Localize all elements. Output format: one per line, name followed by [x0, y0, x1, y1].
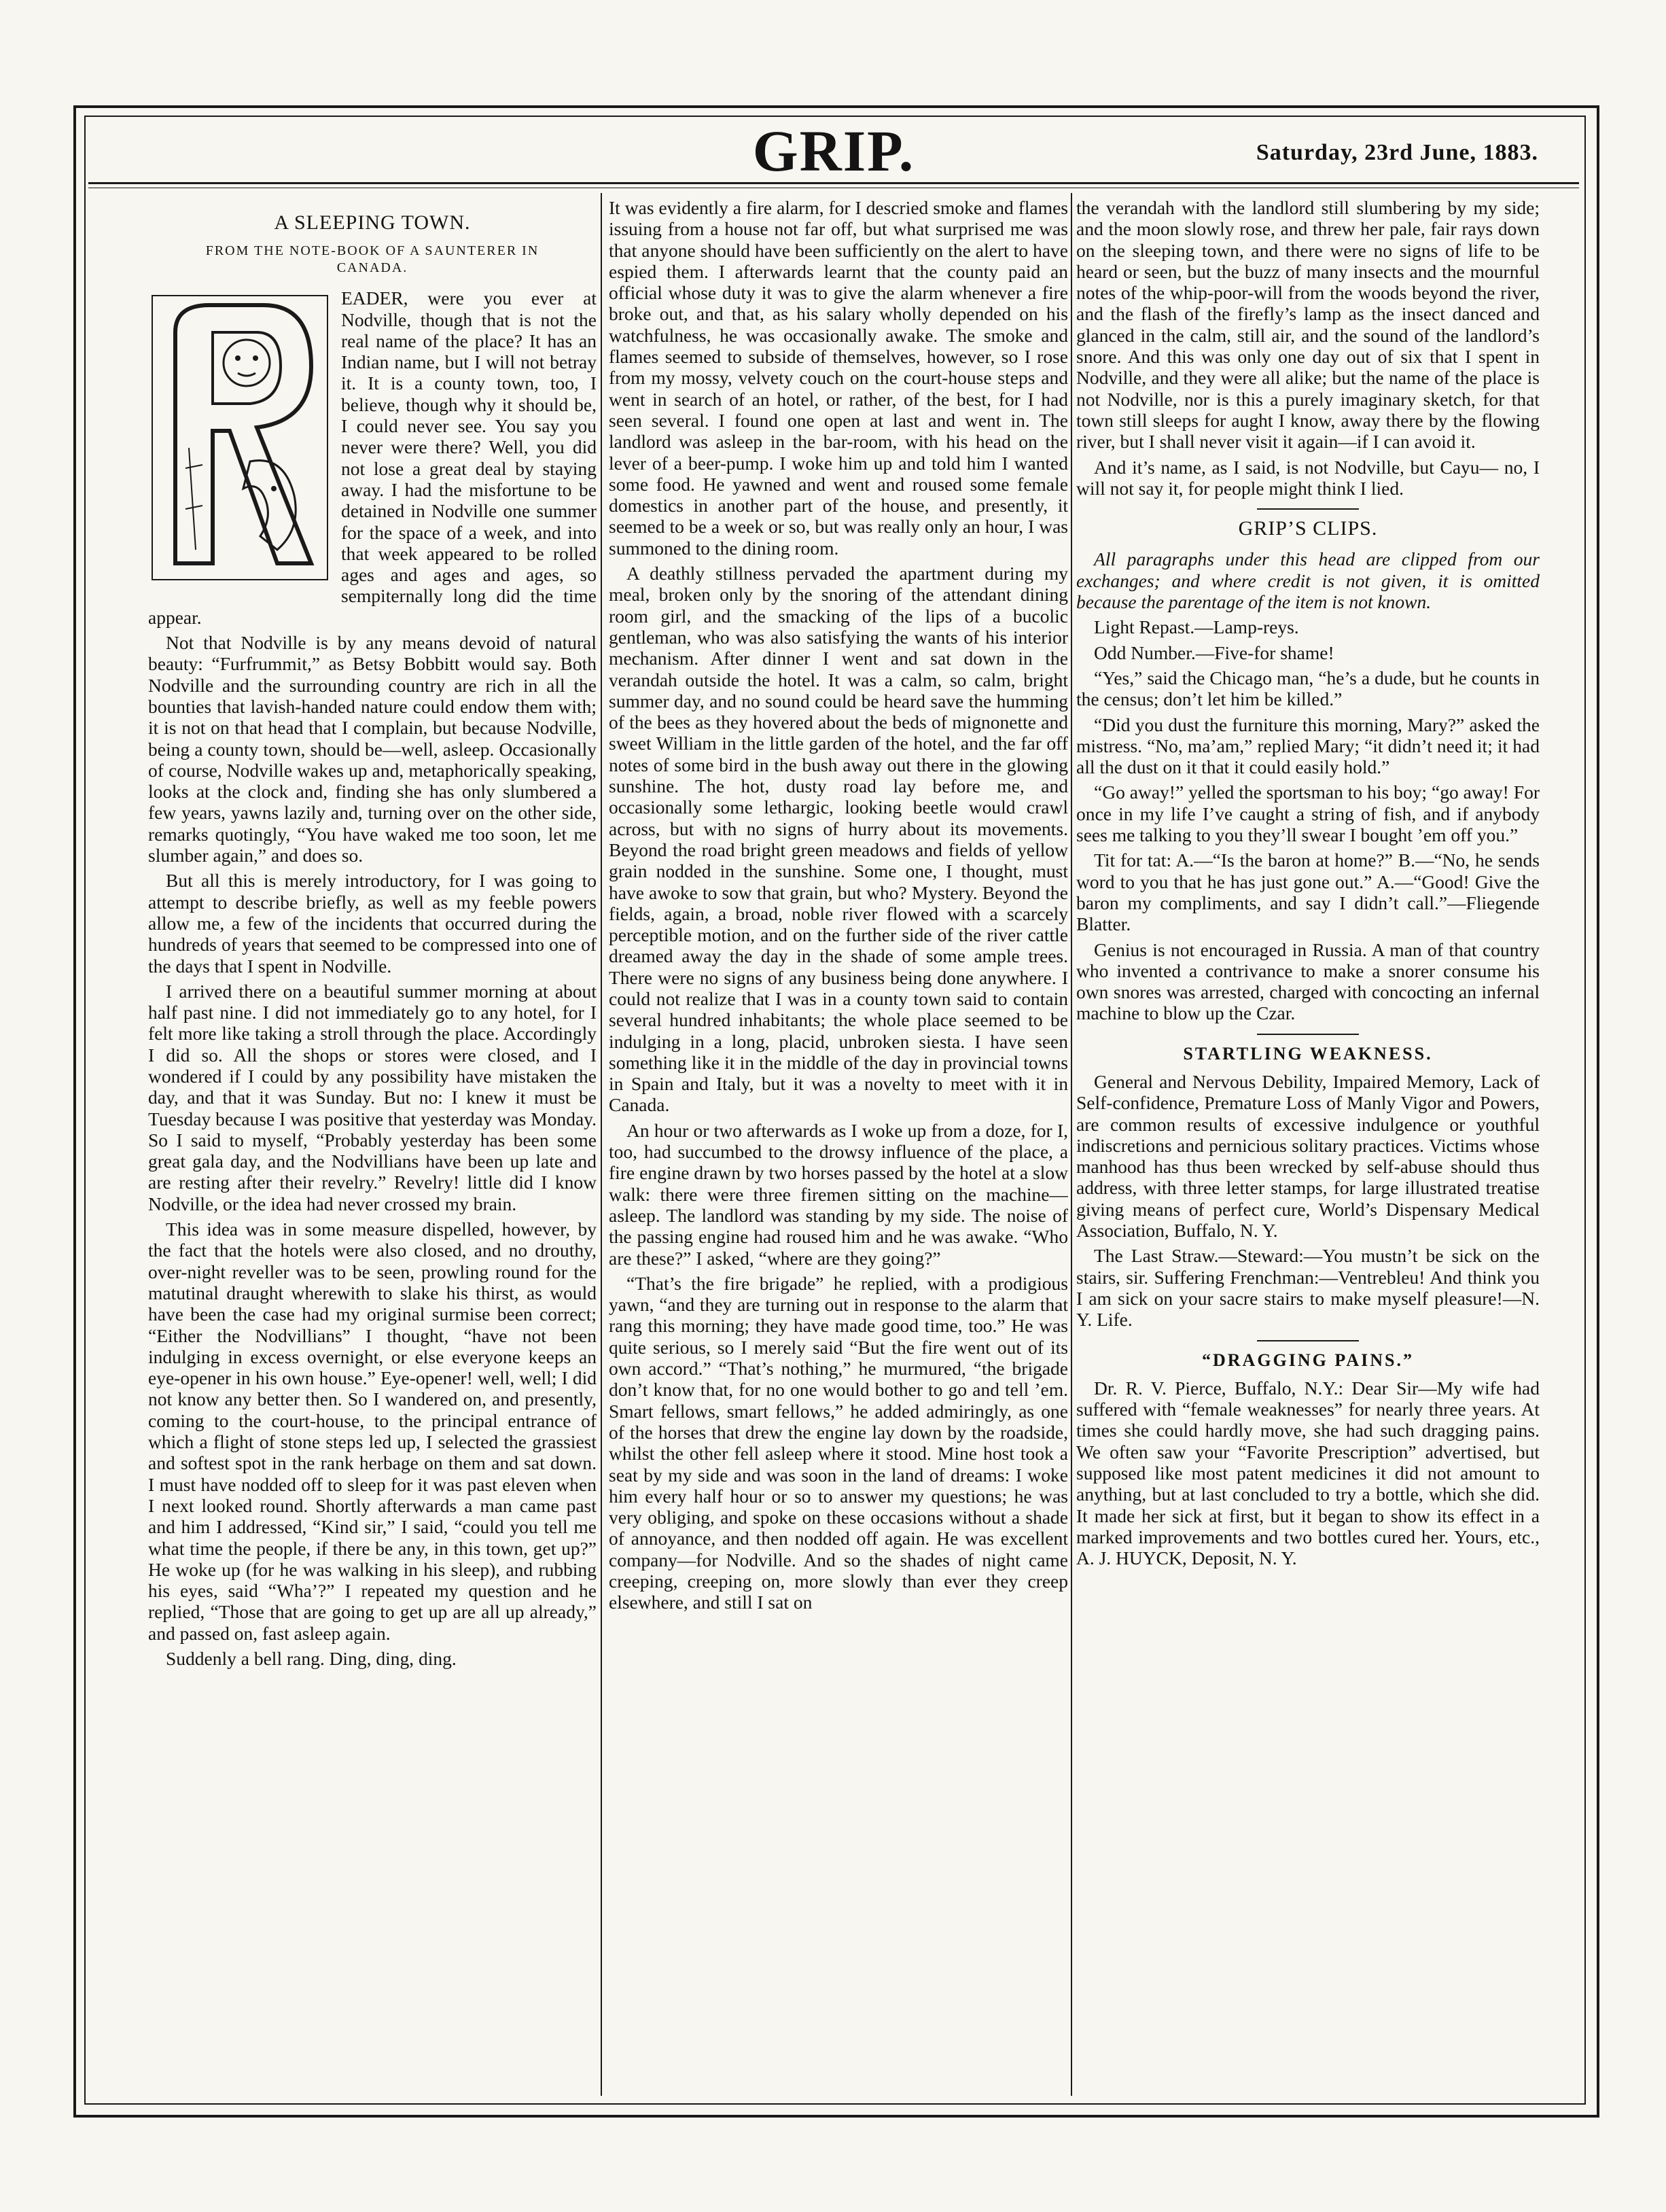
article-paragraph: “That’s the fire brigade” he replied, with a prodigious yawn, “and they are turning out in response to the alarm that rang this morning; they have made good time, too.” He was quite serious, so I merely said “But the fire went out of its own accord.” “That’s nothing,” he murmured, “the brigade don’t know that, for no one would bother to go and tell ’em. Smart fellows, smart fellows,” he added admiringly, as one of the horses that drew the engine lay down by the roadside, whilst the other fell asleep where it stood. Mine host took a seat by my side and was soon in the land of dreams: I woke him every half hour or so to answer my questions; he was very obliging, and spoke on these occasions without a shade of annoyance, and then nodded off again. He was excellent company—for Nodville. And so the shades of night came creeping, creeping on, more slowly than ever they creep elsewhere, and still I sat on — [609, 1272, 1068, 1613]
section-divider — [1257, 1340, 1359, 1341]
column-3 — [1076, 197, 1540, 2086]
masthead-title: GRIP. — [752, 118, 915, 183]
clip-item: Genius is not encouraged in Russia. A man of that country who invented a contrivance to make a snorer consume his own snores was arrested, charged with concocting an infernal machine to blow up the Czar. — [1076, 938, 1540, 1024]
column-1 — [148, 197, 597, 2086]
clip-item: Odd Number.—Five-for shame! — [1094, 642, 1334, 663]
advert-title: “DRAGGING PAINS.” — [1202, 1350, 1414, 1370]
column-rule-2 — [1071, 193, 1072, 2096]
decorative-initial-r-illustration — [148, 292, 332, 584]
article-paragraph: Suddenly a bell rang. Ding, ding, ding. — [166, 1648, 457, 1669]
article-title: A SLEEPING TOWN. — [274, 211, 471, 234]
clip-item: “Yes,” said the Chicago man, “he’s a dude, but he counts in the census; don’t let him be killed.” — [1076, 667, 1540, 710]
advert-body: General and Nervous Debility, Impaired Memory, Lack of Self-confidence, Premature Loss of Manly Vigor and Powers, are common results of excessive indulgence or youthful indiscretions and pernicious solitary practices. Victims whose manhood has thus been wrecked by self-abuse should thus address, with three letter stamps, for large illustrated treatise giving means of perfect cure, World’s Dispensary Medical Association, Buffalo, N. Y. — [1076, 1070, 1540, 1242]
article-paragraph: But all this is merely introductory, for I was going to attempt to describe briefly, as well as my feeble powers allow me, a few of the incidents that occurred during the hundreds of years that seemed to be compressed into one of the days that I spent in Nodville. — [148, 870, 597, 977]
masthead-date: Saturday, 23rd June, 1883. — [1256, 140, 1538, 165]
clips-intro: All paragraphs under this head are clipped from our exchanges; and where credit is not given, it is omitted because the parentage of the item is not known. — [1076, 548, 1540, 613]
masthead-rule — [88, 182, 1579, 184]
column-rule-1 — [601, 193, 602, 2096]
article-paragraph: It was evidently a fire alarm, for I descried smoke and flames issuing from a house not far off, but what surprised me was that anyone should have been sufficiently on the alert to have espied them. I afterwards learnt that the county paid an official whose duty it was to give the alarm whenever a fire broke out, and that, as his salary wholly depended on his watchfulness, he was occasionally awake. The smoke and flames seemed to subside of themselves, however, so I rose from my mossy, velvety couch on the court-house steps and went in search of an hotel, or rather, of the best, for I had seen several. I found one open at last and went in. The landlord was asleep in the bar-room, with his head on the lever of a beer-pump. I woke him up and told him I wanted some food. He yawned and went and roused some female domestics in another part of the house, and presently, it seemed to be a week or so, but was really only an hour, I was summoned to the dining room. — [609, 197, 1068, 559]
last-straw-item: The Last Straw.—Steward:—You mustn’t be sick on the stairs, sir. Suffering Frenchman:—Ventrebleu! And think you I am sick on your sacre stairs to make myself pleasure!—N. Y. Life. — [1076, 1245, 1540, 1331]
initial-r-drawing — [148, 292, 332, 584]
article-paragraph: An hour or two afterwards as I woke up from a doze, for I, too, had succumbed to the drowsy influence of the place, a fire engine drawn by two horses passed by the hotel at a slow walk: there were three firemen sitting on the machine—asleep. The landlord was standing by my side. The noise of the passing engine had roused him and he was awake. “Who are these?” I asked, “where are they going?” — [609, 1119, 1068, 1269]
article-paragraph: A deathly stillness pervaded the apartment during my meal, broken only by the snoring of the attendant dining room girl, and the smacking of the lips of a bucolic gentleman, who was also satisfying the wants of his interior mechanism. After dinner I went and sat down in the verandah outside the hotel. It was a calm, so calm, bright summer day, and no sound could be heard save the humming of the bees as they hovered about the beds of mignonette and sweet William in the little garden of the hotel, and the far off notes of some bird in the bush away out there in the glowing sunshine. The hot, dusty road lay before me, and occasionally some lethargic, looking beetle would crawl across, but with no signs of hurry about its movements. Beyond the road bright green meadows and fields of yellow grain nodded in the sunshine. Some one, I thought, must have awoke to sow that grain, but who? Mystery. Beyond the fields, again, a broad, noble river flowed with a scarcely perceptible motion, and on the further side of the river cattle dreamed away the day in the shade of some ample trees. There were no signs of any business being done anywhere. I could not realize that I was in a county town said to contain several hundred inhabitants; the whole place seemed to be indulging in a long, placid, unbroken siesta. I have seen something like it in the middle of the day in provincial towns in Spain and Italy, but it was a novelty to meet with it in Canada. — [609, 563, 1068, 1116]
clip-item: Light Repast.—Lamp-reys. — [1094, 616, 1299, 638]
clip-item: Tit for tat: A.—“Is the baron at home?” B.—“No, he sends word to you that he has just gone out.” A.—“Good! Give the baron my compliments, and say I didn’t call.”—Fliegende Blatter. — [1076, 849, 1540, 935]
clips-title: GRIP’S CLIPS. — [1238, 517, 1378, 540]
article-paragraph: I arrived there on a beautiful summer morning at about half past nine. I did not immediately go to any hotel, for I felt more like taking a stroll through the place. Accordingly I did so. All the shops or stores were closed, and I wondered if I could by any possibility have mistaken the day, and that it was Sunday. But no: I knew it must be Tuesday because I was positive that yesterday was Monday. So I said to myself, “Probably yesterday has been some great gala day, and the Nodvillians have been up late and are resting after their revelry.” Revelry! little did I know Nodville, or the idea had never crossed my brain. — [148, 980, 597, 1214]
advert-title: STARTLING WEAKNESS. — [1183, 1043, 1433, 1064]
article-paragraph: the verandah with the landlord still slumbering by my side; and the moon slowly rose, and threw her pale, fair rays down on the sleeping town, and there were no signs of life to be heard or seen, but the buzz of many insects and the mournful notes of the whip-poor-will from the woods beyond the river, and the flash of the firefly’s lamp as the insect danced and glanced in the calm, still air, and the sound of the landlord’s snore. And this was only one day out of six that I spent in Nodville, and they were all alike; but the name of the place is not Nodville, nor is this a purely imaginary sketch, for that town still sleeps for aught I know, away there by the flowing river, but I shall never visit it again—if I can avoid it. — [1076, 197, 1540, 453]
article-subtitle: FROM THE NOTE-BOOK OF A SAUNTERER IN CANADA. — [205, 243, 539, 276]
section-divider — [1257, 508, 1359, 510]
advert-body: Dr. R. V. Pierce, Buffalo, N.Y.: Dear Sir—My wife had suffered with “female weaknesses” for nearly three years. At times she could hardly move, she had such dragging pains. We often saw your “Favorite Prescription” advertised, but supposed like most patent medicines it did not amount to anything, but at last concluded to try a bottle, which she did. It made her sick at first, but it began to show its effect in a marked improvements and two bottles cured her. Yours, etc., A. J. HUYCK, Deposit, N. Y. — [1076, 1377, 1540, 1569]
masthead — [88, 120, 1579, 182]
column-2 — [609, 197, 1068, 2086]
clip-item: “Did you dust the furniture this morning, Mary?” asked the mistress. “No, ma’am,” replied Mary; “it didn’t need it; it had all the dust on it that it could easily hold.” — [1076, 714, 1540, 778]
article-paragraph: And it’s name, as I said, is not Nodville, but Cayu— no, I will not say it, for people might think I lied. — [1076, 456, 1540, 499]
clip-item: “Go away!” yelled the sportsman to his boy; “go away! For once in my life I’ve caught a string of fish, and if anybody sees me talking to you they’ll swear I bought ’em off you.” — [1076, 782, 1540, 846]
article-paragraph: EADER, were you ever at Nodville, though that is not the real name of the place? It has an Indian name, but I will not betray it. It is a county town, too, I believe, though why it should be, I could never see. You say you never were there? Well, you did not lose a great deal by staying away. I had the misfortune to be detained in Nodville one summer for the space of a week, and into that week appeared to be rolled ages and ages and ages, so sempiternally long did the time appear. — [148, 287, 597, 628]
section-divider — [1257, 1034, 1359, 1035]
article-paragraph: This idea was in some measure dispelled, however, by the fact that the hotels were also closed, and no drouthy, over-night reveller was to be seen, prowling round for the matutinal draught wherewith to slake his thirst, as would have been the case had my original surmise been correct; “Either the Nodvillians” I thought, “have not been indulging in excess overnight, or else everyone keeps an eye-opener in his own house.” Eye-opener! well, well; I did not know any better then. So I wandered on, and presently, coming to the court-house, to the principal entrance of which a flight of stone steps led up, I selected the grassiest and softest spot in the rank herbage on them and sat down. I must have nodded off to sleep for it was past eleven when I next looked round. Shortly afterwards a man came past and him I addressed, “Kind sir,” I said, “could you tell me what time the people, if there be any, in this town, get up?” He woke up (for he was walking in his sleep), and rubbing his eyes, said “Wha’?” I repeated my question and he replied, “Those that are going to get up are all up already,” and passed on, fast asleep again. — [148, 1218, 597, 1644]
article-paragraph: Not that Nodville is by any means devoid of natural beauty: “Furfrummit,” as Betsy Bobbitt would say. Both Nodville and the surrounding country are rich in all the bounties that lavish-handed nature could endow them with; it is not on that head that I complain, but because Nodville, being a county town, should be—well, asleep. Occasionally of course, Nodville wakes up and, metaphorically speaking, looks at the clock and, finding she has only slumbered a few years, yawns lazily and, turning over on the other side, remarks quotingly, “You have waked me too soon, let me slumber again,” and does so. — [148, 632, 597, 866]
